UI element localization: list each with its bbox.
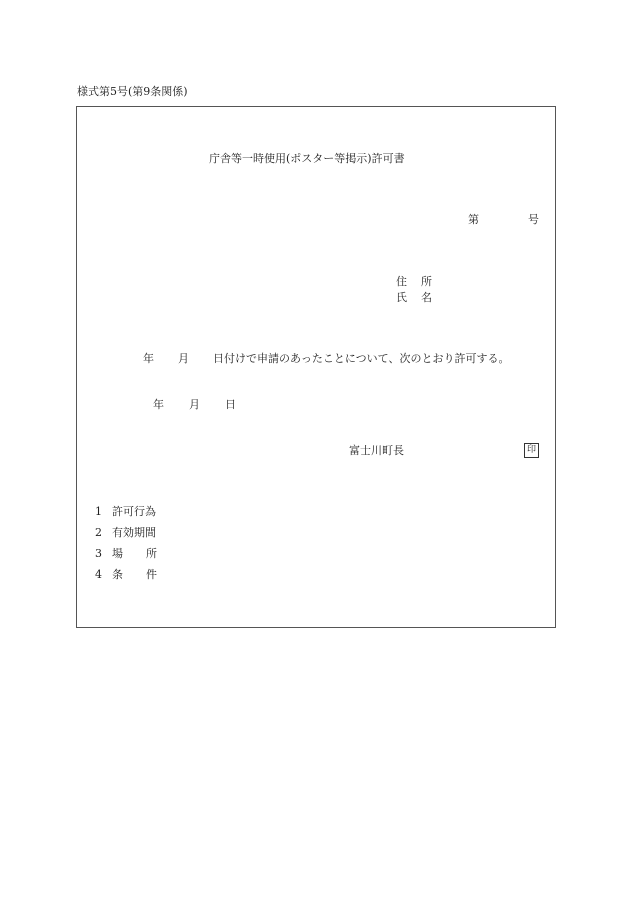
issue-month-label: 月 [189,398,200,411]
item-conditions-char-1: 条 [112,568,123,581]
item-conditions-char-2: 件 [146,568,157,581]
item-conditions [112,568,157,582]
application-year-label: 年 [143,352,154,365]
item-number: 4 [95,568,102,581]
address-label-char-2: 所 [421,275,432,288]
applicant-address-label [396,275,432,289]
item-number: 2 [95,526,102,539]
seal-mark: 印 [524,443,539,458]
document-title: 庁舎等一時使用(ポスター等掲示)許可書 [209,152,405,165]
issue-day-label: 日 [225,398,236,411]
address-label-char-1: 住 [396,275,407,288]
item-location-char-2: 所 [146,547,157,560]
item-location [112,547,157,561]
item-validity-period: 有効期間 [112,526,156,539]
document-number-prefix: 第 [468,213,479,226]
permission-statement: 日付けで申請のあったことについて、次のとおり許可する。 [213,352,510,365]
name-label-char-2: 名 [421,291,432,304]
issuer-title: 富士川町長 [349,444,404,457]
application-month-label: 月 [178,352,189,365]
form-number-label: 様式第5号(第9条関係) [77,85,188,98]
item-permitted-act: 許可行為 [112,505,156,518]
document-number-suffix: 号 [528,213,539,226]
item-number: 3 [95,547,102,560]
name-label-char-1: 氏 [396,291,407,304]
issue-year-label: 年 [153,398,164,411]
item-location-char-1: 場 [112,547,123,560]
applicant-name-label [396,291,432,305]
item-number: 1 [95,505,102,518]
